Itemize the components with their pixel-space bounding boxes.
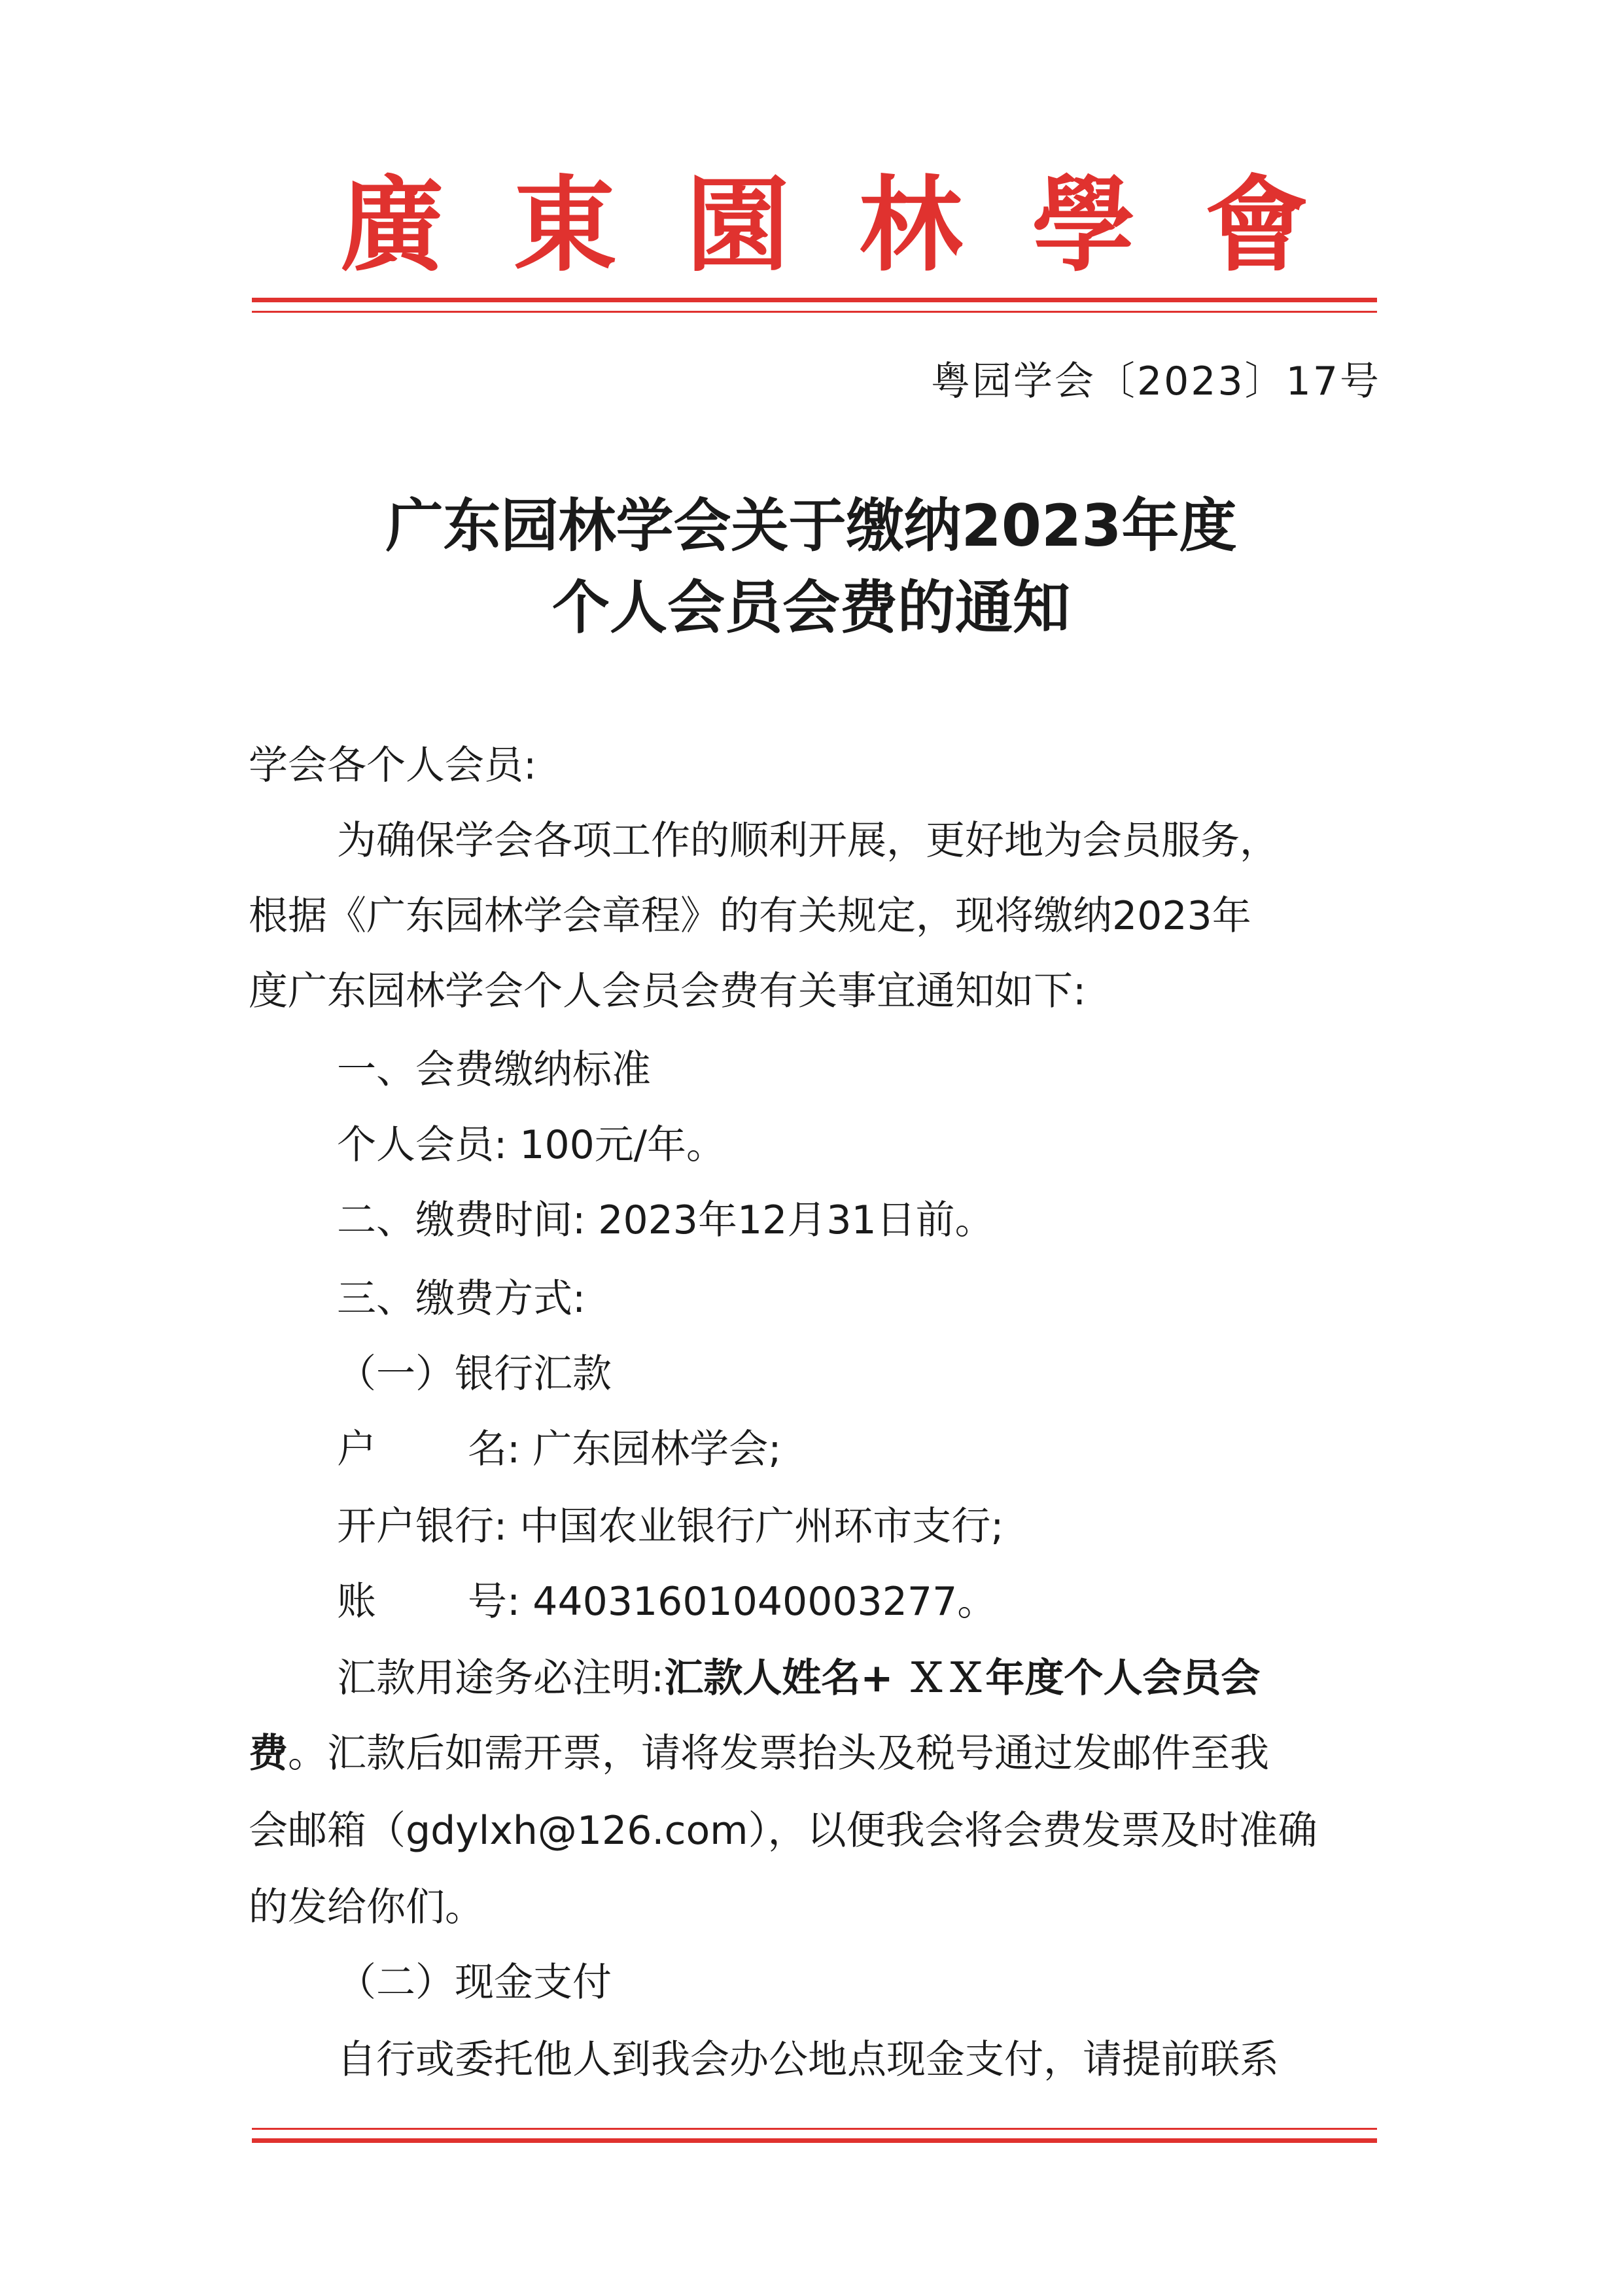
account-name-row <box>337 1426 1387 1472</box>
section-2-heading: 二、缴费时间: 2023年12月31日前。 <box>337 1197 994 1243</box>
header-divider-thick <box>252 298 1377 302</box>
remit-note-bold-2: 费 <box>249 1731 288 1776</box>
section-3-heading: 三、缴费方式: <box>337 1276 586 1322</box>
account-name-value: 广东园林学会; <box>532 1426 782 1472</box>
title-line-1: 广东园林学会关于缴纳2023年度 <box>385 492 1237 559</box>
document-number: 粤园学会〔2023〕17号 <box>930 359 1381 404</box>
masthead-char-2: 東 <box>513 165 617 286</box>
account-number-label-1: 账 <box>337 1579 376 1625</box>
remit-note-line-4: 的发给你们。 <box>249 1884 484 1930</box>
remit-note-line-3: 会邮箱（gdylxh@126.com），以便我会将会费发票及时准确 <box>249 1808 1318 1854</box>
intro-line-3: 度广东园林学会个人会员会费有关事宜通知如下: <box>249 968 1087 1014</box>
intro-line-2: 根据《广东园林学会章程》的有关规定，现将缴纳2023年 <box>249 893 1251 939</box>
section-1-content: 个人会员: 100元/年。 <box>337 1122 726 1168</box>
cash-payment-line-1: 自行或委托他人到我会办公地点现金支付，请提前联系 <box>337 2037 1279 2083</box>
account-number-row <box>337 1579 1387 1625</box>
remit-note-prefix: 汇款用途务必注明: <box>337 1655 665 1701</box>
header-divider-thin <box>252 311 1377 313</box>
intro-line-1 <box>337 818 1387 864</box>
masthead-char-5: 學 <box>1032 165 1136 286</box>
bank-transfer-heading: （一）银行汇款 <box>337 1351 612 1397</box>
masthead-char-1: 廣 <box>340 165 444 286</box>
masthead-char-6: 會 <box>1204 165 1308 286</box>
footer-divider-thick <box>252 2138 1377 2143</box>
account-number-value: 44031601040003277。 <box>532 1579 997 1625</box>
masthead-char-3: 園 <box>686 165 790 286</box>
remit-note-bold-1: 汇款人姓名+ ＸＸ年度个人会员会 <box>664 1655 1261 1701</box>
masthead <box>340 160 1308 291</box>
account-name-label-1: 户 <box>337 1426 376 1472</box>
salutation: 学会各个人会员: <box>249 743 537 788</box>
masthead-char-4: 林 <box>859 165 963 286</box>
remit-note-line-2-rest: 。汇款后如需开票，请将发票抬头及税号通过发邮件至我 <box>288 1731 1269 1776</box>
bank-row <box>337 1504 1387 1549</box>
remit-note-line-2 <box>249 1731 1387 1776</box>
footer-divider-thin <box>252 2128 1377 2130</box>
cash-payment-heading: （二）现金支付 <box>337 1960 612 2005</box>
bank-value: 中国农业银行广州环市支行; <box>519 1504 1004 1549</box>
account-name-label-2: 名: <box>468 1426 521 1472</box>
intro-line-1-text: 为确保学会各项工作的顺利开展，更好地为会员服务， <box>337 818 1279 864</box>
remit-note-line-1 <box>337 1655 1387 1701</box>
account-number-label-2: 号: <box>468 1579 521 1625</box>
section-1-heading: 一、会费缴纳标准 <box>337 1047 651 1093</box>
bank-label: 开户银行: <box>337 1504 508 1549</box>
title-line-2: 个人会员会费的通知 <box>551 574 1070 641</box>
